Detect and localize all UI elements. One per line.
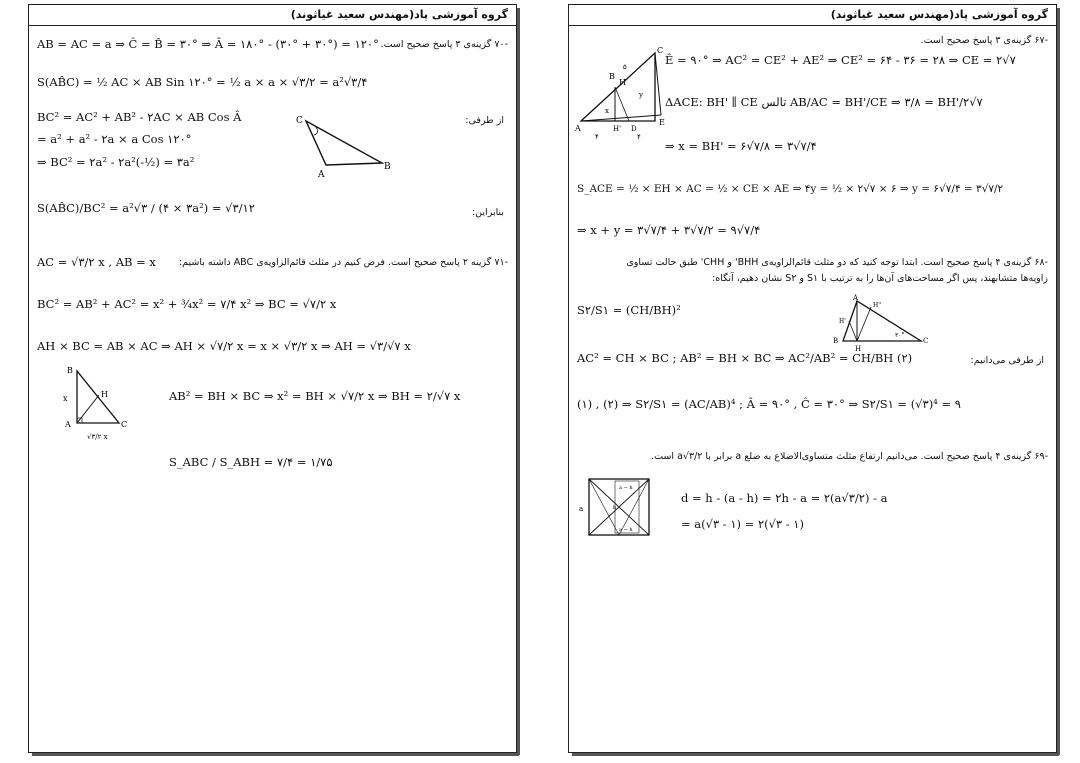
svg-text:H: H — [855, 345, 862, 353]
triangle-abc-figure — [294, 113, 404, 183]
svg-text:y: y — [639, 91, 643, 99]
svg-text:a − h: a − h — [619, 485, 633, 491]
svg-text:H: H — [101, 390, 108, 399]
svg-text:H: H — [619, 78, 626, 87]
svg-text:C: C — [296, 116, 303, 126]
q70-eq5: ⇒ BC² = ۲a² - ۲a²(-½) = ۳a² — [37, 155, 195, 169]
q70-banabarin: بنابراین: — [471, 207, 504, 218]
q67-eq5: ⇒ x + y = ۳√۷/۴ + ۳√۷/۲ = ۹√۷/۴ — [577, 223, 761, 237]
svg-text:a: a — [579, 505, 584, 513]
q68-eq1: S۲/S۱ = (CH/BH)² — [577, 303, 681, 317]
q71-eq3: AH × BC = AB × AC ⇒ AH × √۷/۲ x = x × √۳/۲ x ⇒ AH = √۳/√۷ x — [37, 339, 411, 353]
svg-text:H'': H'' — [873, 302, 882, 309]
svg-text:A: A — [853, 294, 859, 302]
triangle-ace-figure — [575, 43, 665, 143]
q69-label: -۶۹ گزینه‌ی ۴ پاسخ صحیح است. می‌دانیم ارتفاع مثلث متساوی‌الاضلاع به ضلع a برابر با a√۳/۲ است. — [651, 451, 1048, 462]
svg-text:H': H' — [613, 125, 622, 133]
q71-eq5: S_ABC / S_ABH = ۷/۴ = ۱/۷۵ — [169, 455, 333, 469]
q69-eq2: = a(√۳ - ۱) = ۲(√۳ - ۱) — [681, 517, 804, 531]
triangle-bch-figure — [831, 293, 931, 353]
svg-text:B: B — [609, 72, 615, 81]
q70-eq2: S(AB̂C) = ½ AC × AB Sin ۱۲۰° = ½ a × a × √۳/۲ = a²√۳/۴ — [37, 75, 368, 89]
svg-text:C: C — [657, 46, 664, 55]
q71-eq4: AB² = BH × BC ⇒ x² = BH × √۷/۲ x ⇒ BH = ۲/√۷ x — [169, 389, 461, 403]
right-triangle-abh-figure — [55, 365, 135, 450]
svg-text:x: x — [63, 394, 68, 403]
svg-text:A: A — [318, 170, 325, 180]
q68-az-tarafi: از طرفی می‌دانیم: — [970, 355, 1044, 366]
svg-text:h: h — [613, 505, 617, 511]
svg-text:۴: ۴ — [637, 133, 641, 141]
q67-label: -۶۷ گزینه‌ی ۳ پاسخ صحیح است. — [920, 35, 1048, 46]
q70-eq1: AB = AC = a ⇒ Ĉ = B̂ = ۳۰° ⇒ Â = ۱۸۰° - (۳۰° + ۳۰°) = ۱۲۰° — [37, 37, 379, 51]
q68-label-line1: -۶۸ گزینه‌ی ۴ پاسخ صحیح است. ابتدا توجه کنید که دو مثلث قائم‌الزاویه‌ی BHH' و CHH' طبق حالت تساوی — [626, 257, 1048, 268]
q70-az-tarafi: از طرفی: — [465, 115, 504, 126]
svg-text:H': H' — [839, 318, 846, 325]
svg-text:۴: ۴ — [595, 133, 599, 141]
q68-eq3: (۱) , (۲) ⇒ S۲/S۱ = (AC/AB)⁴ ; Â = ۹۰° , Ĉ = ۳۰° ⇒ S۲/S۱ = (√۳)⁴ = ۹ — [577, 397, 961, 411]
q67-eq4: S_ACE = ½ × EH × AC = ½ × CE × AE ⇒ ۴y = ½ × ۲√۷ × ۶ ⇒ y = ۶√۷/۴ = ۳√۷/۲ — [577, 183, 1004, 195]
svg-text:B: B — [384, 162, 391, 172]
q71-eq1: AC = √۳/۲ x , AB = x — [37, 255, 156, 269]
svg-text:C: C — [923, 337, 929, 345]
q68-label-line2: زاویه‌ها متشابهند، پس اگر مساحت‌های آن‌ها را به ترتیب با S۱ و S۲ نشان دهیم، آنگاه: — [712, 273, 1048, 284]
q71-label: -۷۱ گزینه ۲ پاسخ صحیح است. فرض کنیم در مثلث قائم‌الزاویه‌ی ABC داشته باشیم: — [178, 257, 508, 268]
page-header: گروه آموزشی پاد(مهندس سعید غیاثوند) — [29, 5, 516, 26]
q67-eq1: Ê = ۹۰° ⇒ AC² = CE² + AE² ⇒ CE² = ۶۴ - ۳۶ = ۲۸ ⇒ CE = ۲√۷ — [665, 53, 1016, 67]
q70-eq3: BC² = AC² + AB² - ۲AC × AB Cos Â — [37, 110, 242, 124]
page-header: گروه آموزشی پاد(مهندس سعید غیاثوند) — [569, 5, 1056, 26]
q67-eq2: ΔACE: BH' ∥ CE تالس AB/AC = BH'/CE ⇒ ۳/۸ = BH'/۲√۷ — [665, 95, 983, 109]
svg-text:A: A — [65, 420, 71, 429]
svg-text:D: D — [631, 125, 637, 133]
q68-eq2: AC² = CH × BC ; AB² = BH × BC ⇒ AC²/AB² = CH/BH (۲) — [577, 351, 913, 365]
svg-text:√۳/۲ x: √۳/۲ x — [87, 433, 108, 441]
q70-label: -۷۰ گزینه‌ی ۳ پاسخ صحیح است. — [380, 39, 508, 50]
svg-text:E: E — [659, 118, 665, 127]
svg-text:C: C — [121, 420, 128, 429]
svg-text:x: x — [605, 107, 609, 115]
svg-text:B: B — [833, 337, 839, 345]
svg-text:۳۰°: ۳۰° — [895, 332, 905, 339]
svg-text:a − h: a − h — [619, 527, 633, 533]
svg-text:۵: ۵ — [623, 63, 627, 71]
right-page — [568, 4, 1057, 753]
q67-eq3: ⇒ x = BH' = ۶√۷/۸ = ۳√۷/۴ — [665, 139, 817, 153]
q69-eq1: d = h - (a - h) = ۲h - a = ۲(a√۳/۲) - a — [681, 491, 888, 505]
left-page — [28, 4, 517, 753]
q71-eq2: BC² = AB² + AC² = x² + ¾x² = ۷/۴ x² ⇒ BC = √۷/۲ x — [37, 297, 337, 311]
q70-eq4: = a² + a² - ۲a × a Cos ۱۲۰° — [37, 132, 192, 146]
svg-text:A: A — [575, 124, 581, 133]
svg-text:B: B — [67, 366, 73, 375]
square-triangles-figure — [577, 477, 657, 541]
q70-eq6: S(AB̂C)/BC² = a²√۳ / (۴ × ۳a²) = √۳/۱۲ — [37, 201, 255, 215]
